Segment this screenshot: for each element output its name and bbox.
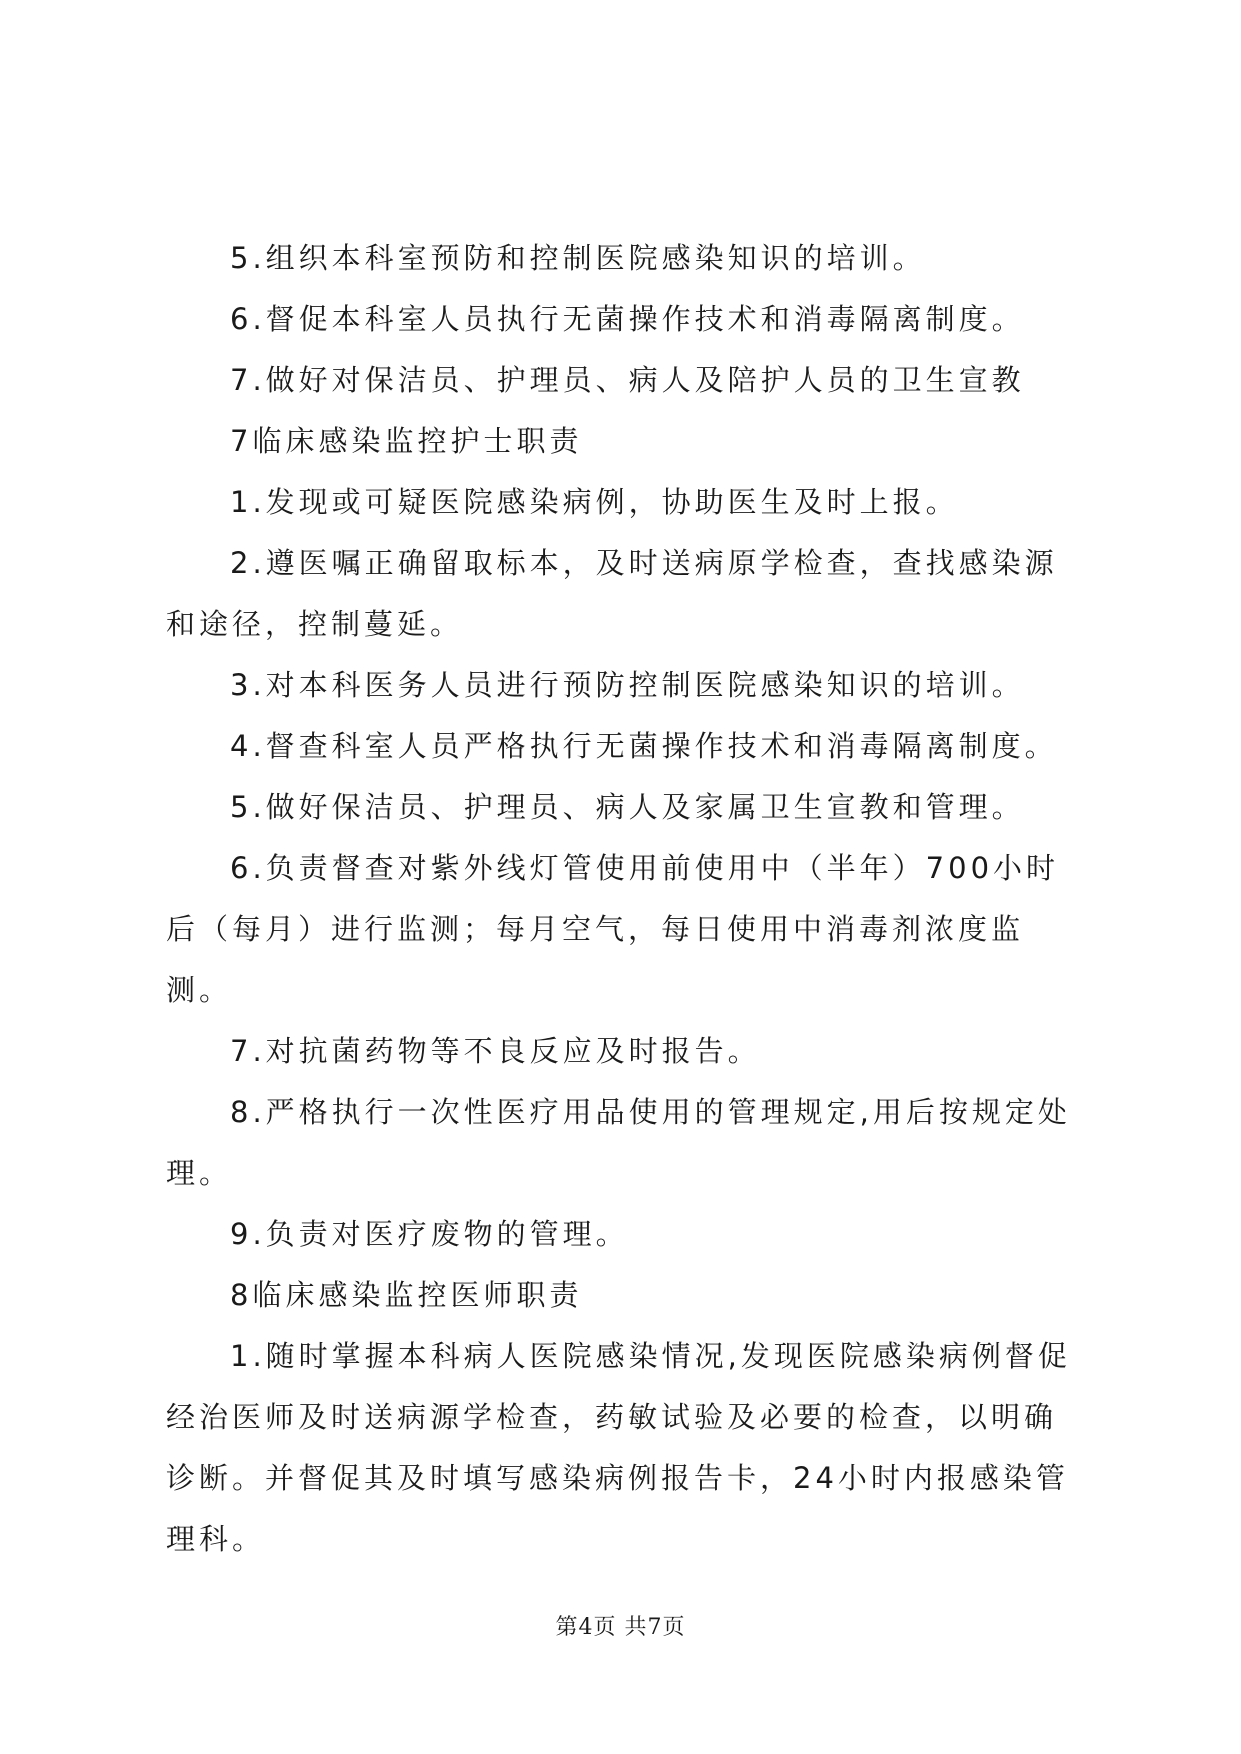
page-footer: 第4页 共7页 [555,1615,686,1640]
paragraph: 2.遵医嘱正确留取标本，及时送病原学检查，查找感染源和途径，控制蔓延。 [166,546,1058,641]
paragraph: 6.负责督查对紫外线灯管使用前使用中（半年）700小时后（每月）进行监测；每月空气，每日使用中消毒剂浓度监测。 [166,851,1060,1007]
section-heading: 8临床感染监控医师职责 [230,1278,583,1312]
paragraph: 5.组织本科室预防和控制医院感染知识的培训。 [230,241,926,275]
paragraph: 4.督查科室人员严格执行无菌操作技术和消毒隔离制度。 [230,729,1058,763]
paragraph: 1.发现或可疑医院感染病例，协助医生及时上报。 [230,485,959,519]
paragraph: 7.对抗菌药物等不良反应及时报告。 [230,1034,761,1068]
section-heading: 7临床感染监控护士职责 [230,424,583,458]
paragraph: 5.做好保洁员、护理员、病人及家属卫生宣教和管理。 [230,790,1025,824]
paragraph: 7.做好对保洁员、护理员、病人及陪护人员的卫生宣教 [230,363,1025,397]
paragraph: 9.负责对医疗废物的管理。 [230,1217,629,1251]
paragraph: 3.对本科医务人员进行预防控制医院感染知识的培训。 [230,668,1025,702]
document-body [166,228,1086,1570]
paragraph: 8.严格执行一次性医疗用品使用的管理规定,用后按规定处理。 [166,1095,1071,1190]
paragraph: 1.随时掌握本科病人医院感染情况,发现医院感染病例督促经治医师及时送病源学检查，药敏试验及必要的检查，以明确诊断。并督促其及时填写感染病例报告卡，24小时内报感染管理科。 [166,1339,1071,1556]
paragraph: 6.督促本科室人员执行无菌操作技术和消毒隔离制度。 [230,302,1025,336]
